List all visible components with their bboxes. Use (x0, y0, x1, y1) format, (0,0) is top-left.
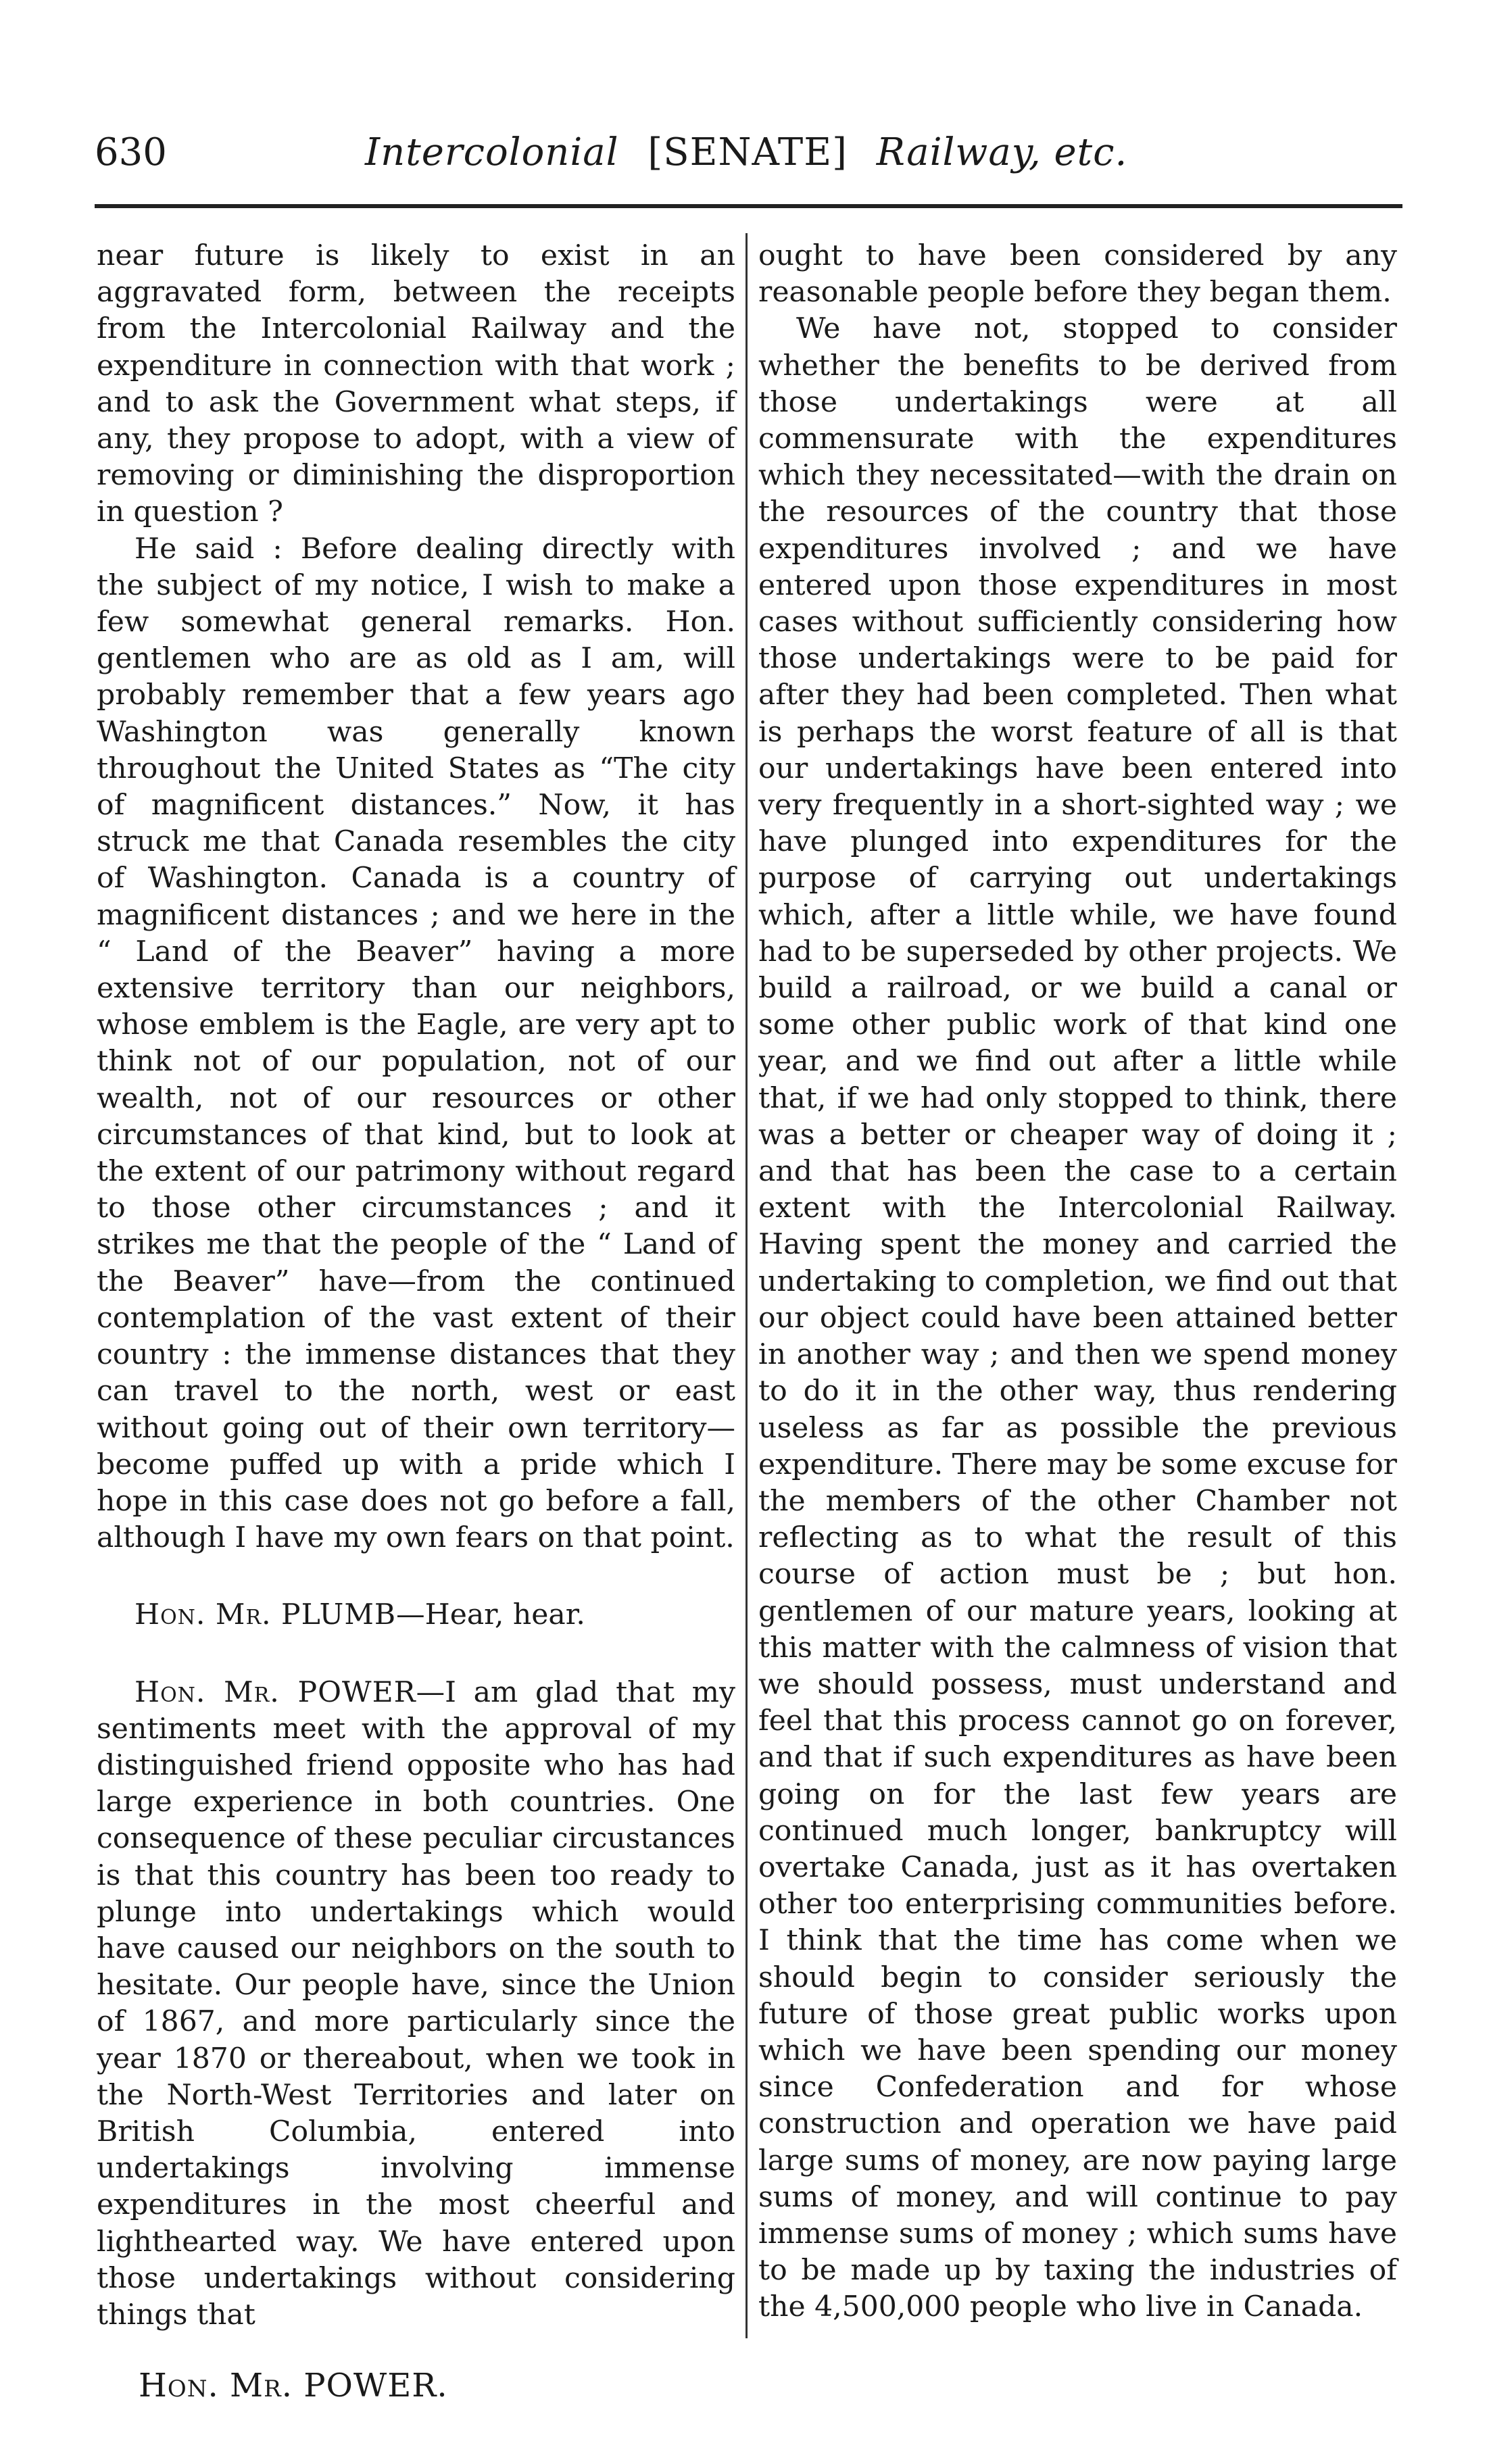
speech-text: —I am glad that my sentiments meet with the approval of my distinguished friend opposite who has had large experience in both countries. One consequence of these peculiar circustances is that this country has been too ready to plunge into undertakings which would have caused our neighbors on the south to hesitate. Our people have, since the Union of 1867, and more particularly since the year 1870 or thereabout, when we took in the North-West Territories and later on British Columbia, entered into undertakings involving immense expenditures in the most cheerful and lighthearted way. We have entered upon those undertakings without considering things that (97, 1675, 735, 2332)
interjection-speaker: Hon. Mr. PLUMB (135, 1598, 397, 1632)
running-title-left: Intercolonial (365, 130, 619, 174)
column-divider (746, 233, 748, 2338)
interjection-text: —Hear, hear. (396, 1598, 585, 1632)
right-column (758, 238, 1397, 2326)
speech-paragraph (97, 1675, 735, 2334)
interjection (97, 1597, 735, 1633)
right-paragraph-2: We have not, stopped to consider whether the benefits to be derived from those undertakings were at all commensurate with the expenditures which they necessitated—with the drain on the resources of the country that those expenditures involved ; and we have entered upon those expenditures in most cases without sufficiently considering how those undertakings were to be paid for after they had been completed. Then what is perhaps the worst feature of all is that our undertakings have been entered into very frequently in a short-sighted way ; we have plunged into expenditures for the purpose of carrying out undertakings which, after a little while, we have found had to be superseded by other projects. We build a railroad, or we build a canal or some other public work of that kind one year, and we find out after a little while that, if we had only stopped to think, there was a better or cheaper way of doing it ; and that has been the case to a certain extent with the Intercolonial Railway. Having spent the money and carried the undertaking to completion, we find out that our object could have been attained better in another way ; and then we spend money to do it in the other way, thus rendering useless as far as possible the previous expenditure. There may be some excuse for the members of the other Chamber not reflecting as to what the result of this course of action must be ; but hon. gentlemen of our mature years, looking at this matter with the calmness of vision that we should possess, must understand and feel that this process cannot go on forever, and that if such expenditures as have been going on for the last few years are continued much longer, bankruptcy will overtake Canada, just as it has overtaken other too enterprising communities before. I think that the time has come when we should begin to consider seriously the future of those great public works upon which we have been spending our money since Confederation and for whose construction and operation we have paid large sums of money, are now paying large sums of money, and will continue to pay immense sums of money ; which sums have to be made up by taxing the industries of the 4,500,000 people who live in Canada. (758, 312, 1397, 2324)
page-number: 630 (95, 130, 167, 174)
left-paragraph-1: near future is likely to exist in an aggravated form, between the receipts from the Intercolonial Railway and the expenditure in connection with that work ; and to ask the Government what steps, if any, they propose to adopt, with a view of removing or diminishing the disproportion in question ? (97, 239, 735, 529)
catchword: Hon. Mr. POWER. (139, 2367, 448, 2405)
right-paragraph-1: ought to have been considered by any reasonable people before they began them. (758, 239, 1397, 310)
header-rule (95, 204, 1402, 208)
left-paragraph-2: He said : Before dealing directly with the subject of my notice, I wish to make a few somewhat general remarks. Hon. gentlemen who are as old as I am, will probably remember that a few years ago Washington was generally known throughout the United States as “The city of magnificent distances.” Now, it has struck me that Canada resembles the city of Washington. Canada is a country of magnificent distances ; and we here in the “ Land of the Beaver” having a more extensive territory than our neighbors, whose emblem is the Eagle, are very apt to think not of our population, not of our wealth, not of our resources or other circumstances of that kind, but to look at the extent of our patrimony without regard to those other circumstances ; and it strikes me that the people of the “ Land of the Beaver” have—from the continued contemplation of the vast extent of their country : the immense distances that they can travel to the north, west or east without going out of their own territory—become puffed up with a pride which I hope in this case does not go before a fall, although I have my own fears on that point. (97, 532, 735, 1555)
running-title-right: Railway, etc. (876, 130, 1128, 174)
left-column (97, 238, 735, 2334)
speech-speaker: Hon. Mr. POWER (135, 1675, 416, 1709)
running-header (95, 119, 1399, 187)
running-title (365, 119, 1127, 187)
running-title-center: [SENATE] (647, 130, 848, 174)
